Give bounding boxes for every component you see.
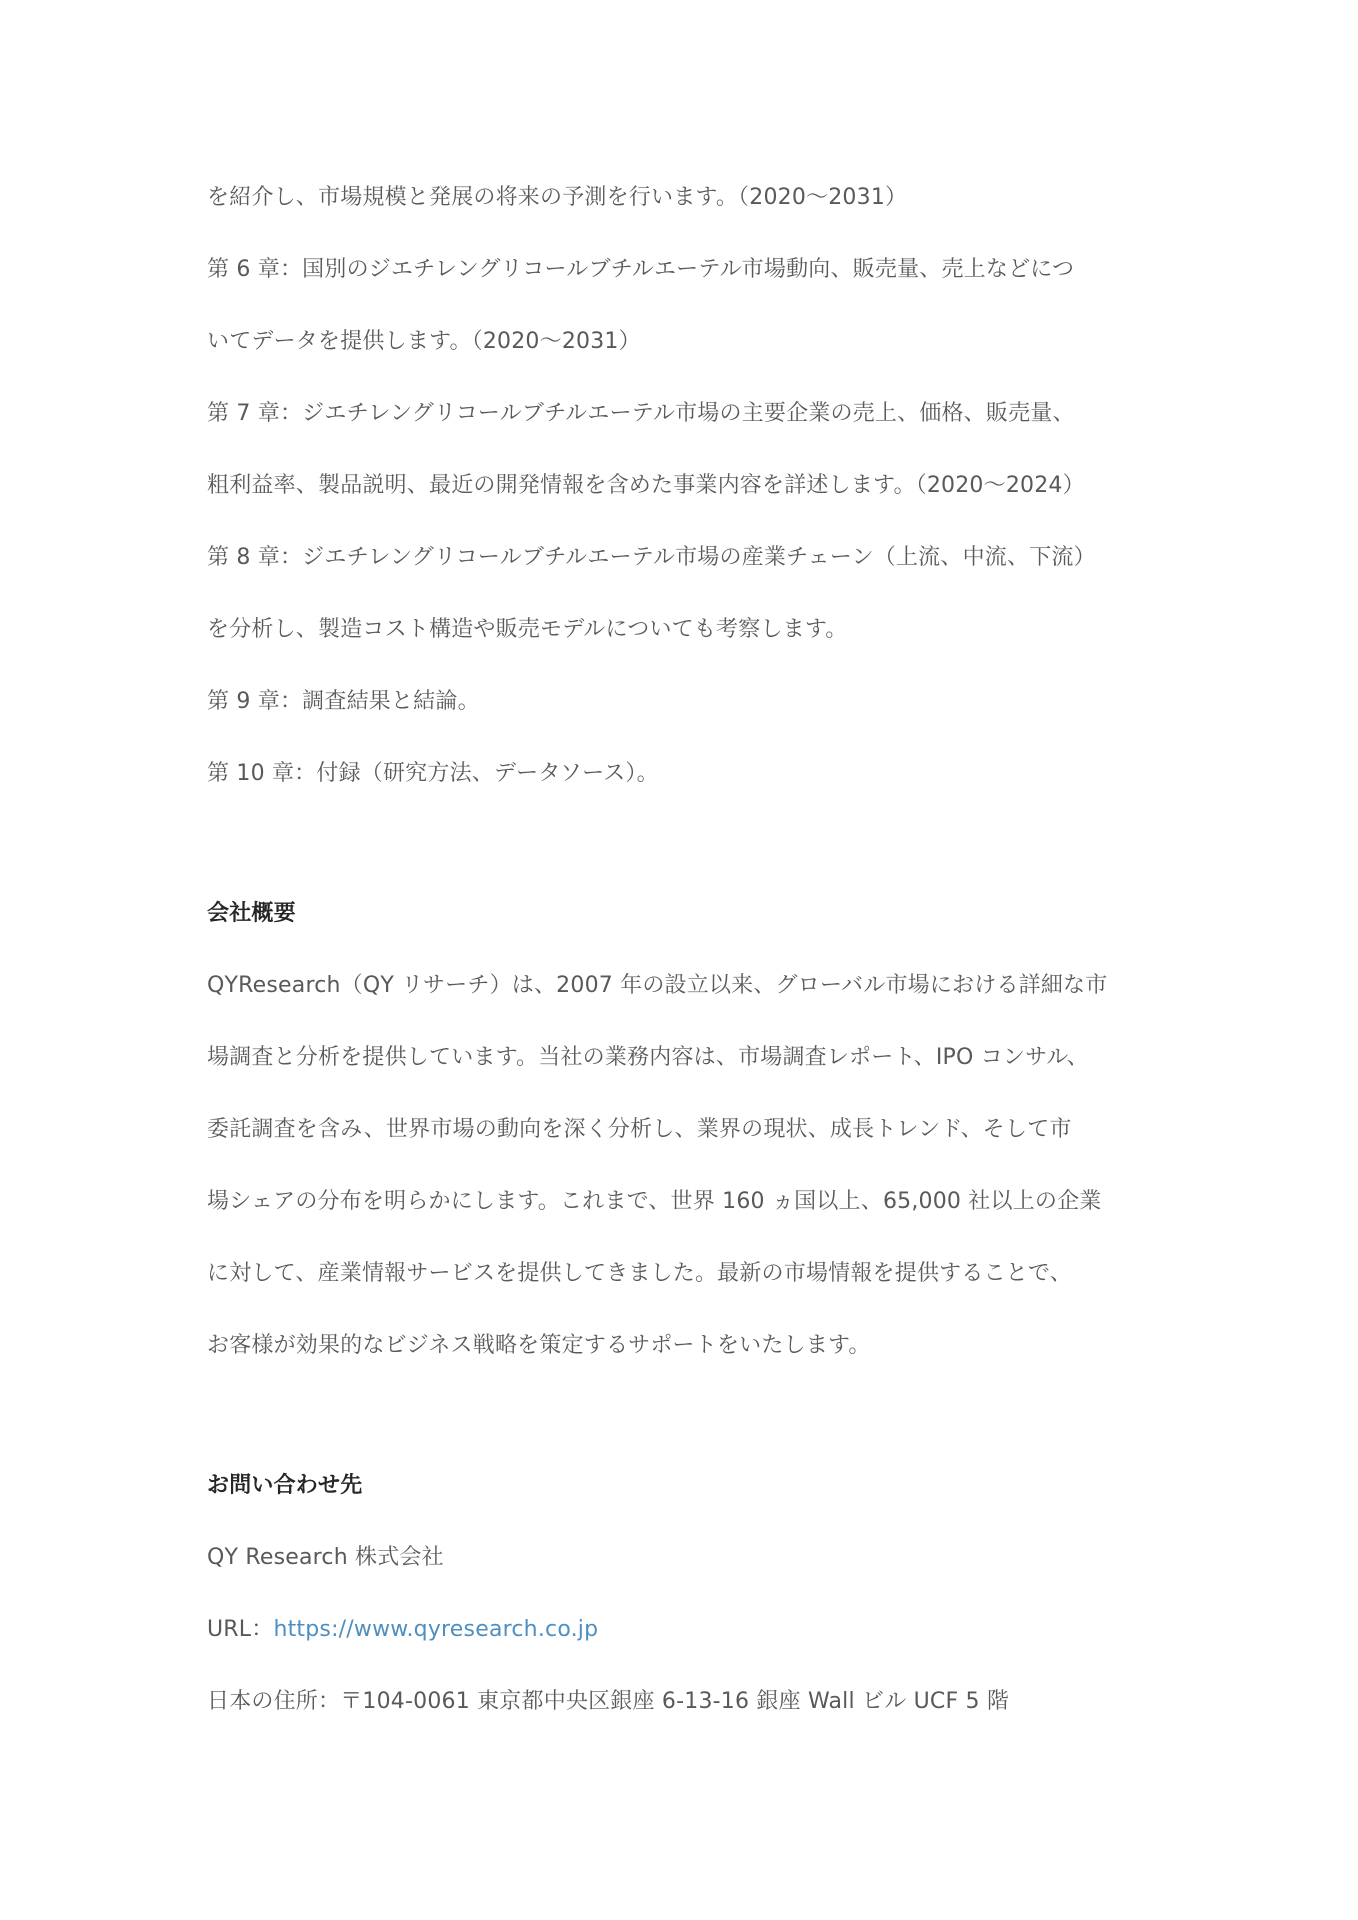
chapter-line-4: 第 7 章：ジエチレングリコールブチルエーテル市場の主要企業の売上、価格、販売量、 [207,401,1075,426]
contact-company-name: QY Research 株式会社 [207,1545,444,1570]
chapter-line-2: 第 6 章：国別のジエチレングリコールブチルエーテル市場動向、販売量、売上などにつ [207,257,1075,282]
chapter-line-9: 第 10 章：付録（研究方法、データソース）。 [207,761,659,786]
website-link[interactable]: https://www.qyresearch.co.jp [273,1617,599,1642]
chapter-line-1: を紹介し、市場規模と発展の将来の予測を行います。（2020～2031） [207,185,908,210]
company-heading: 会社概要 [207,901,296,926]
company-line-3: 委託調査を含み、世界市場の動向を深く分析し、業界の現状、成長トレンド、そして市 [207,1117,1072,1142]
company-line-5: に対して、産業情報サービスを提供してきました。最新の市場情報を提供することで、 [207,1261,1072,1286]
chapter-line-3: いてデータを提供します。（2020～2031） [207,329,641,354]
contact-url-line [207,1614,1167,1646]
chapter-line-8: 第 9 章：調査結果と結論。 [207,689,480,714]
url-label: URL： [207,1617,274,1642]
chapter-line-7: を分析し、製造コスト構造や販売モデルについても考察します。 [207,617,848,642]
contact-address: 日本の住所：〒104-0061 東京都中央区銀座 6-13-16 銀座 Wall ビル UCF 5 階 [207,1689,1010,1714]
chapter-line-6: 第 8 章：ジエチレングリコールブチルエーテル市場の産業チェーン（上流、中流、下流） [207,545,1096,570]
chapter-line-5: 粗利益率、製品説明、最近の開発情報を含めた事業内容を詳述します。（2020～2024） [207,473,1085,498]
company-line-6: お客様が効果的なビジネス戦略を策定するサポートをいたします。 [207,1333,871,1358]
company-line-2: 場調査と分析を提供しています。当社の業務内容は、市場調査レポート、IPO コンサル、 [207,1045,1089,1070]
contact-heading: お問い合わせ先 [207,1473,363,1498]
company-line-4: 場シェアの分布を明らかにします。これまで、世界 160 ヵ国以上、65,000 社以上の企業 [207,1189,1102,1214]
company-line-1: QYResearch（QY リサーチ）は、2007 年の設立以来、グローバル市場における詳細な市 [207,973,1108,998]
